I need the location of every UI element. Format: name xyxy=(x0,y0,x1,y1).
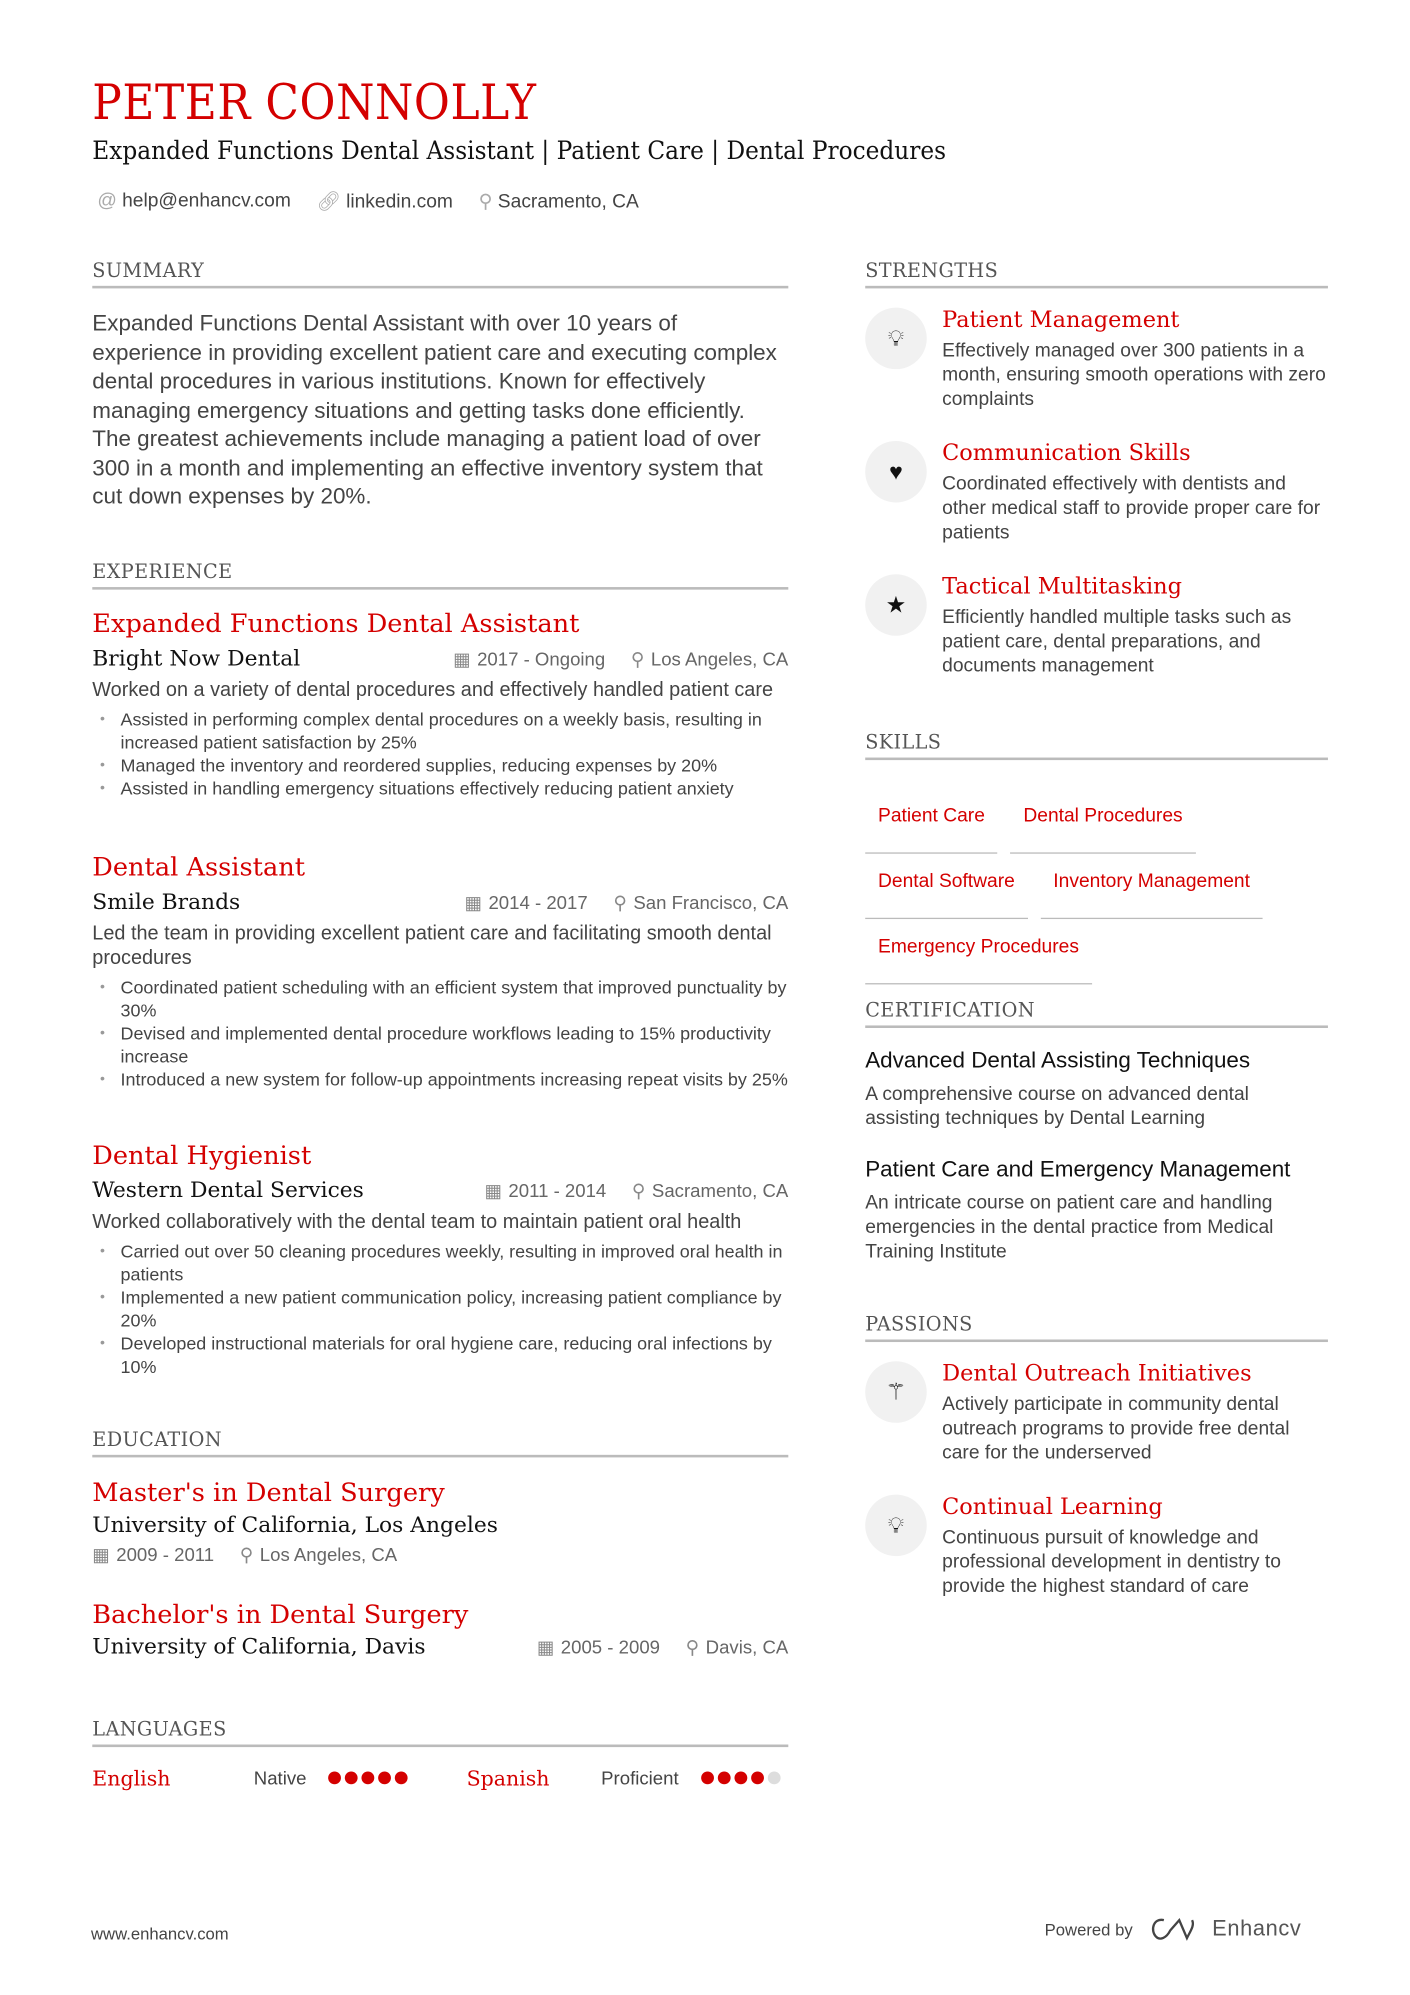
education-entry xyxy=(92,1598,788,1660)
location-pin-icon: ⚲ xyxy=(478,190,493,213)
calendar-icon: ▦ xyxy=(453,649,471,671)
rating-dot xyxy=(345,1771,358,1784)
job-location: Sacramento, CA xyxy=(651,1181,789,1203)
job-title: Dental Assistant xyxy=(92,851,306,882)
job-description: Worked collaboratively with the dental team to maintain patient oral health xyxy=(92,1211,742,1234)
summary-heading: SUMMARY xyxy=(92,259,788,288)
company: Bright Now Dental xyxy=(92,646,301,672)
calendar-icon: ▦ xyxy=(464,893,483,914)
strength-item xyxy=(865,308,1328,412)
language-name: Spanish xyxy=(466,1766,550,1791)
school: University of California, Davis xyxy=(92,1634,426,1660)
location-text: Sacramento, CA xyxy=(497,190,639,213)
link-icon: 🔗︎ xyxy=(316,190,341,213)
location-pin-icon: ⚲ xyxy=(239,1545,254,1567)
job-description: Led the team in providing excellent patient care and facilitating smooth dental procedures xyxy=(92,922,772,970)
strengths-heading: STRENGTHS xyxy=(865,259,1328,288)
summary-text: Expanded Functions Dental Assistant with over 10 years of experience in providing excellent patient care and executing complex dental procedures in various institutions. Known for effectively managing emergency situations and getting tasks done efficiently. The greatest achievements include managing a patient load of over 300 in a month and implementing an effective inventory system that cut down expenses by 20%. xyxy=(92,310,777,509)
enhancv-logo-icon xyxy=(1148,1915,1197,1943)
experience-heading: EXPERIENCE xyxy=(92,560,788,589)
strength-title: Tactical Multitasking xyxy=(942,574,1182,600)
job-bullet: • Coordinated patient scheduling with an efficient system that improved punctuality by 30% xyxy=(92,975,788,1021)
languages-row xyxy=(92,1766,788,1790)
candidate-title: Expanded Functions Dental Assistant | Patient Care | Dental Procedures xyxy=(92,135,947,166)
lightbulb-icon: 💡︎ xyxy=(865,308,927,370)
strength-desc: Effectively managed over 300 patients in a month, ensuring smooth operations with zero complaints xyxy=(942,339,1326,411)
at-icon: @ xyxy=(97,189,117,212)
languages-heading: LANGUAGES xyxy=(92,1718,788,1747)
skill-tag: Dental Procedures xyxy=(1011,788,1196,853)
skill-tag: Dental Software xyxy=(865,854,1027,919)
rating-dot xyxy=(361,1771,374,1784)
job-bullet: • Devised and implemented dental procedure workflows leading to 15% productivity increase xyxy=(92,1022,788,1068)
degree: Master's in Dental Surgery xyxy=(92,1476,445,1508)
job-bullet: • Implemented a new patient communication policy, increasing patient compliance by 20% xyxy=(92,1286,788,1332)
location-pin-icon: ⚲ xyxy=(630,649,645,671)
edu-dates: 2005 - 2009 xyxy=(560,1638,661,1659)
job-title: Expanded Functions Dental Assistant xyxy=(92,607,580,639)
edu-dates: 2009 - 2011 xyxy=(116,1545,215,1567)
email-text: help@enhancv.com xyxy=(122,189,291,212)
strength-desc: Coordinated effectively with dentists and other medical staff to provide proper care for patients xyxy=(942,472,1321,544)
link-text: linkedin.com xyxy=(346,190,453,213)
job-dates: 2017 - Ongoing xyxy=(477,649,606,671)
contact-row xyxy=(97,190,638,213)
strength-title: Patient Management xyxy=(942,307,1180,334)
passion-desc: Continuous pursuit of knowledge and professional development in dentistry to provide the highest standard of care xyxy=(942,1526,1281,1598)
job-bullet: • Introduced a new system for follow-up appointments increasing repeat visits by 25% xyxy=(92,1068,788,1091)
education-entry xyxy=(92,1477,788,1567)
edu-location: Davis, CA xyxy=(705,1638,789,1659)
certification-desc: An intricate course on patient care and handling emergencies in the dental practice from Medical Training Institute xyxy=(865,1192,1274,1263)
location-pin-icon: ⚲ xyxy=(685,1638,700,1659)
job-entry xyxy=(92,1140,788,1378)
skills-heading: SKILLS xyxy=(865,731,1328,760)
powered-by-text: Powered by xyxy=(1044,1919,1133,1939)
edu-location: Los Angeles, CA xyxy=(259,1545,398,1567)
job-location: Los Angeles, CA xyxy=(650,649,789,671)
job-entry xyxy=(92,608,788,800)
rating-dot xyxy=(395,1771,408,1784)
certification-item xyxy=(865,1047,1328,1130)
calendar-icon: ▦ xyxy=(92,1545,110,1567)
enhancv-brand: Enhancv xyxy=(1212,1916,1302,1941)
language-level: Proficient xyxy=(601,1768,679,1789)
magic-wand-icon: ⚚ xyxy=(865,1361,927,1423)
job-description: Worked on a variety of dental procedures and effectively handled patient care xyxy=(92,679,774,702)
rating-dot xyxy=(328,1771,341,1784)
certification-desc: A comprehensive course on advanced dental assisting techniques by Dental Learning xyxy=(865,1083,1249,1130)
skill-tag: Inventory Management xyxy=(1040,854,1262,919)
rating-dot xyxy=(751,1771,764,1784)
rating-dot xyxy=(378,1771,391,1784)
school: University of California, Los Angeles xyxy=(92,1512,498,1539)
language-rating xyxy=(328,1768,466,1789)
rating-dot xyxy=(768,1771,781,1784)
email-contact[interactable] xyxy=(97,190,290,213)
job-bullet: • Developed instructional materials for oral hygiene care, reducing oral infections by 10% xyxy=(92,1332,788,1378)
strength-title: Communication Skills xyxy=(942,440,1191,467)
rating-dot xyxy=(718,1771,731,1784)
candidate-name: PETER CONNOLLY xyxy=(92,74,537,131)
job-bullet: • Assisted in handling emergency situations effectively reducing patient anxiety xyxy=(92,777,788,800)
job-location: San Francisco, CA xyxy=(633,893,789,914)
rating-dot xyxy=(734,1771,747,1784)
powered-by xyxy=(1045,1915,1302,1943)
calendar-icon: ▦ xyxy=(484,1181,503,1203)
strength-desc: Efficiently handled multiple tasks such as patient care, dental preparations, and documents management xyxy=(942,606,1292,677)
passion-item xyxy=(865,1361,1328,1465)
passion-title: Dental Outreach Initiatives xyxy=(942,1361,1252,1387)
degree: Bachelor's in Dental Surgery xyxy=(92,1598,469,1630)
language-name: English xyxy=(92,1766,171,1791)
skill-tag: Emergency Procedures xyxy=(865,919,1092,984)
heart-icon: ♥ xyxy=(865,441,927,503)
passions-heading: PASSIONS xyxy=(865,1313,1328,1342)
company: Western Dental Services xyxy=(92,1177,364,1204)
company: Smile Brands xyxy=(92,889,241,916)
job-bullet: • Assisted in performing complex dental procedures on a weekly basis, resulting in increased patient satisfaction by 25% xyxy=(92,708,788,754)
language-level: Native xyxy=(253,1768,307,1789)
calendar-icon: ▦ xyxy=(536,1638,555,1659)
rating-dot xyxy=(701,1771,714,1784)
skill-tag: Patient Care xyxy=(865,788,998,853)
location-contact xyxy=(479,190,639,213)
footer-website[interactable]: www.enhancv.com xyxy=(91,1923,229,1944)
location-pin-icon: ⚲ xyxy=(631,1181,646,1203)
lightbulb-icon: 💡︎ xyxy=(865,1495,927,1557)
link-contact[interactable] xyxy=(317,190,453,213)
certification-heading: CERTIFICATION xyxy=(865,999,1328,1028)
location-pin-icon: ⚲ xyxy=(613,893,627,914)
job-dates: 2011 - 2014 xyxy=(508,1181,607,1203)
skills-list xyxy=(865,788,1328,984)
passion-desc: Actively participate in community dental outreach programs to provide free dental care for the underserved xyxy=(942,1393,1290,1464)
certification-title: Advanced Dental Assisting Techniques xyxy=(865,1047,1251,1073)
job-dates: 2014 - 2017 xyxy=(488,893,588,914)
passion-title: Continual Learning xyxy=(942,1494,1163,1521)
job-entry xyxy=(92,851,788,1091)
strength-item xyxy=(865,574,1328,678)
certification-title: Patient Care and Emergency Management xyxy=(865,1156,1291,1182)
star-icon: ★ xyxy=(865,574,927,636)
job-bullet: • Managed the inventory and reordered supplies, reducing expenses by 20% xyxy=(92,754,788,777)
job-title: Dental Hygienist xyxy=(92,1139,312,1171)
job-bullet: • Carried out over 50 cleaning procedures weekly, resulting in improved oral health in patients xyxy=(92,1240,788,1286)
certification-item xyxy=(865,1156,1328,1264)
strength-item xyxy=(865,441,1328,545)
language-rating xyxy=(701,1768,784,1789)
education-heading: EDUCATION xyxy=(92,1428,788,1457)
passion-item xyxy=(865,1495,1328,1599)
